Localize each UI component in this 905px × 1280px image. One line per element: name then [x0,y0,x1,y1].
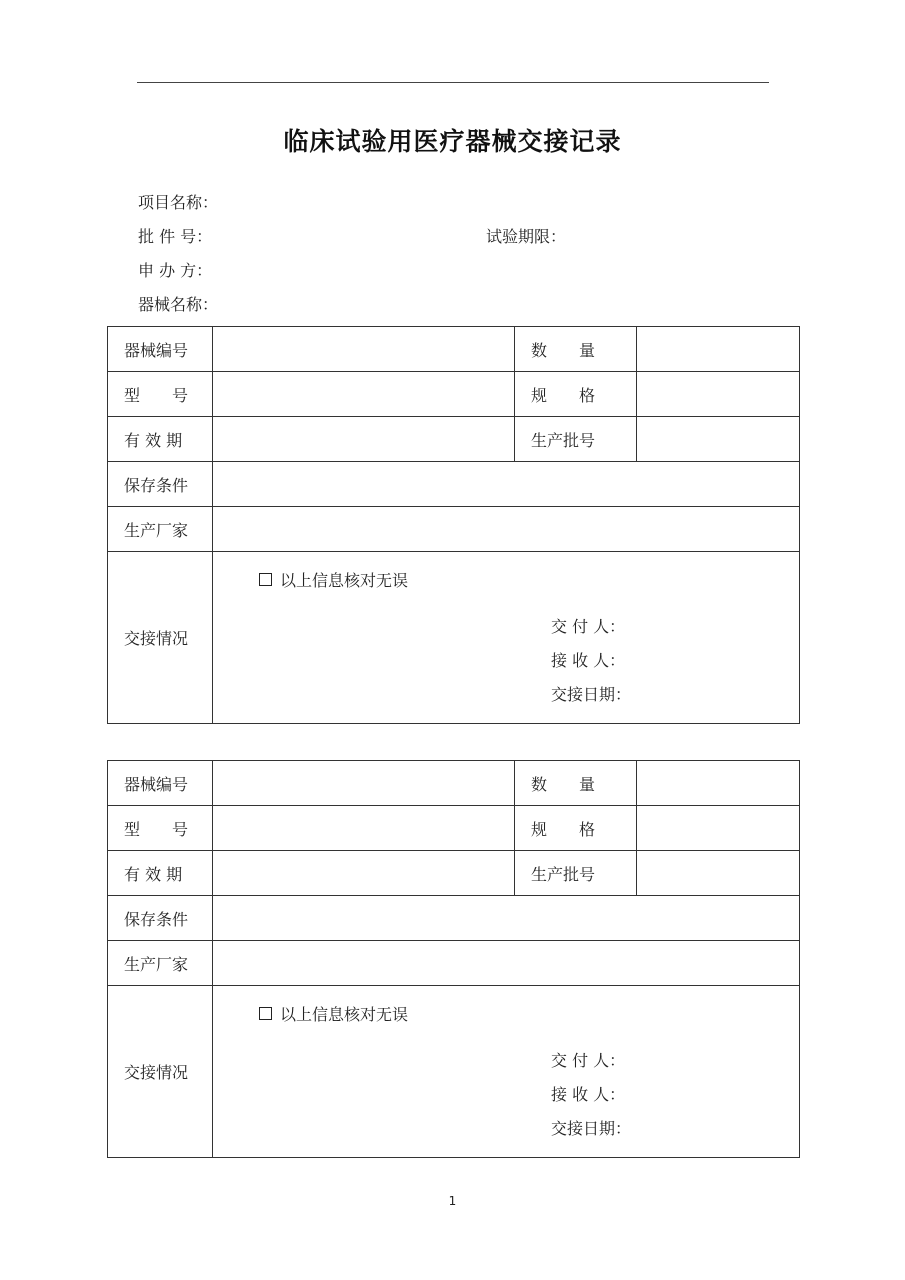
deliverer-label: 交 付 人： [551,1051,626,1070]
verify-checkbox[interactable] [259,1007,272,1020]
receiver-label: 接 收 人： [551,651,626,670]
table-row [108,372,800,417]
approval-no-label: 批 件 号： [138,227,213,246]
handover-cell [213,986,800,1158]
storage-field[interactable] [213,896,800,941]
table-row [108,327,800,372]
device-no-label: 器械编号 [108,761,213,806]
table-row [108,552,800,724]
table-row [108,941,800,986]
handover-date-label: 交接日期： [551,685,632,704]
quantity-label: 数 量 [515,761,637,806]
manufacturer-field[interactable] [213,941,800,986]
table-row [108,417,800,462]
batch-no-label: 生产批号 [515,851,637,896]
device-no-field[interactable] [213,327,515,372]
table-row [108,507,800,552]
project-name-label: 项目名称： [138,193,219,212]
table-row [108,462,800,507]
receiver-label: 接 收 人： [551,1085,626,1104]
expiry-field[interactable] [213,417,515,462]
quantity-label: 数 量 [515,327,637,372]
spec-field[interactable] [637,372,800,417]
model-label: 型 号 [108,372,213,417]
quantity-field[interactable] [637,761,800,806]
table-row [108,986,800,1158]
device-no-field[interactable] [213,761,515,806]
table-row [108,896,800,941]
table-row [108,806,800,851]
batch-no-field[interactable] [637,417,800,462]
model-field[interactable] [213,372,515,417]
handover-cell [213,552,800,724]
storage-label: 保存条件 [108,896,213,941]
storage-label: 保存条件 [108,462,213,507]
handover-label: 交接情况 [108,552,213,724]
verify-checkbox[interactable] [259,573,272,586]
header-rule [137,82,769,83]
batch-no-label: 生产批号 [515,417,637,462]
expiry-field[interactable] [213,851,515,896]
verify-check-text: 以上信息核对无误 [280,1005,409,1024]
spec-field[interactable] [637,806,800,851]
handover-label: 交接情况 [108,986,213,1158]
device-no-label: 器械编号 [108,327,213,372]
manufacturer-field[interactable] [213,507,800,552]
verify-check-text: 以上信息核对无误 [280,571,409,590]
page-number: 1 [448,1194,457,1208]
spec-label: 规 格 [515,372,637,417]
expiry-label: 有 效 期 [108,417,213,462]
expiry-label: 有 效 期 [108,851,213,896]
manufacturer-label: 生产厂家 [108,507,213,552]
table-row [108,851,800,896]
storage-field[interactable] [213,462,800,507]
sponsor-label: 申 办 方： [138,261,213,280]
document-title: 临床试验用医疗器械交接记录 [283,127,622,156]
handover-table-2 [107,760,800,1158]
manufacturer-label: 生产厂家 [108,941,213,986]
batch-no-field[interactable] [637,851,800,896]
trial-period-label: 试验期限： [486,227,567,246]
verify-check-line[interactable] [259,1002,408,1025]
deliverer-label: 交 付 人： [551,617,626,636]
device-name-label: 器械名称： [138,295,219,314]
verify-check-line[interactable] [259,568,408,591]
model-label: 型 号 [108,806,213,851]
quantity-field[interactable] [637,327,800,372]
handover-table-1 [107,326,800,724]
handover-date-label: 交接日期： [551,1119,632,1138]
model-field[interactable] [213,806,515,851]
spec-label: 规 格 [515,806,637,851]
table-row [108,761,800,806]
